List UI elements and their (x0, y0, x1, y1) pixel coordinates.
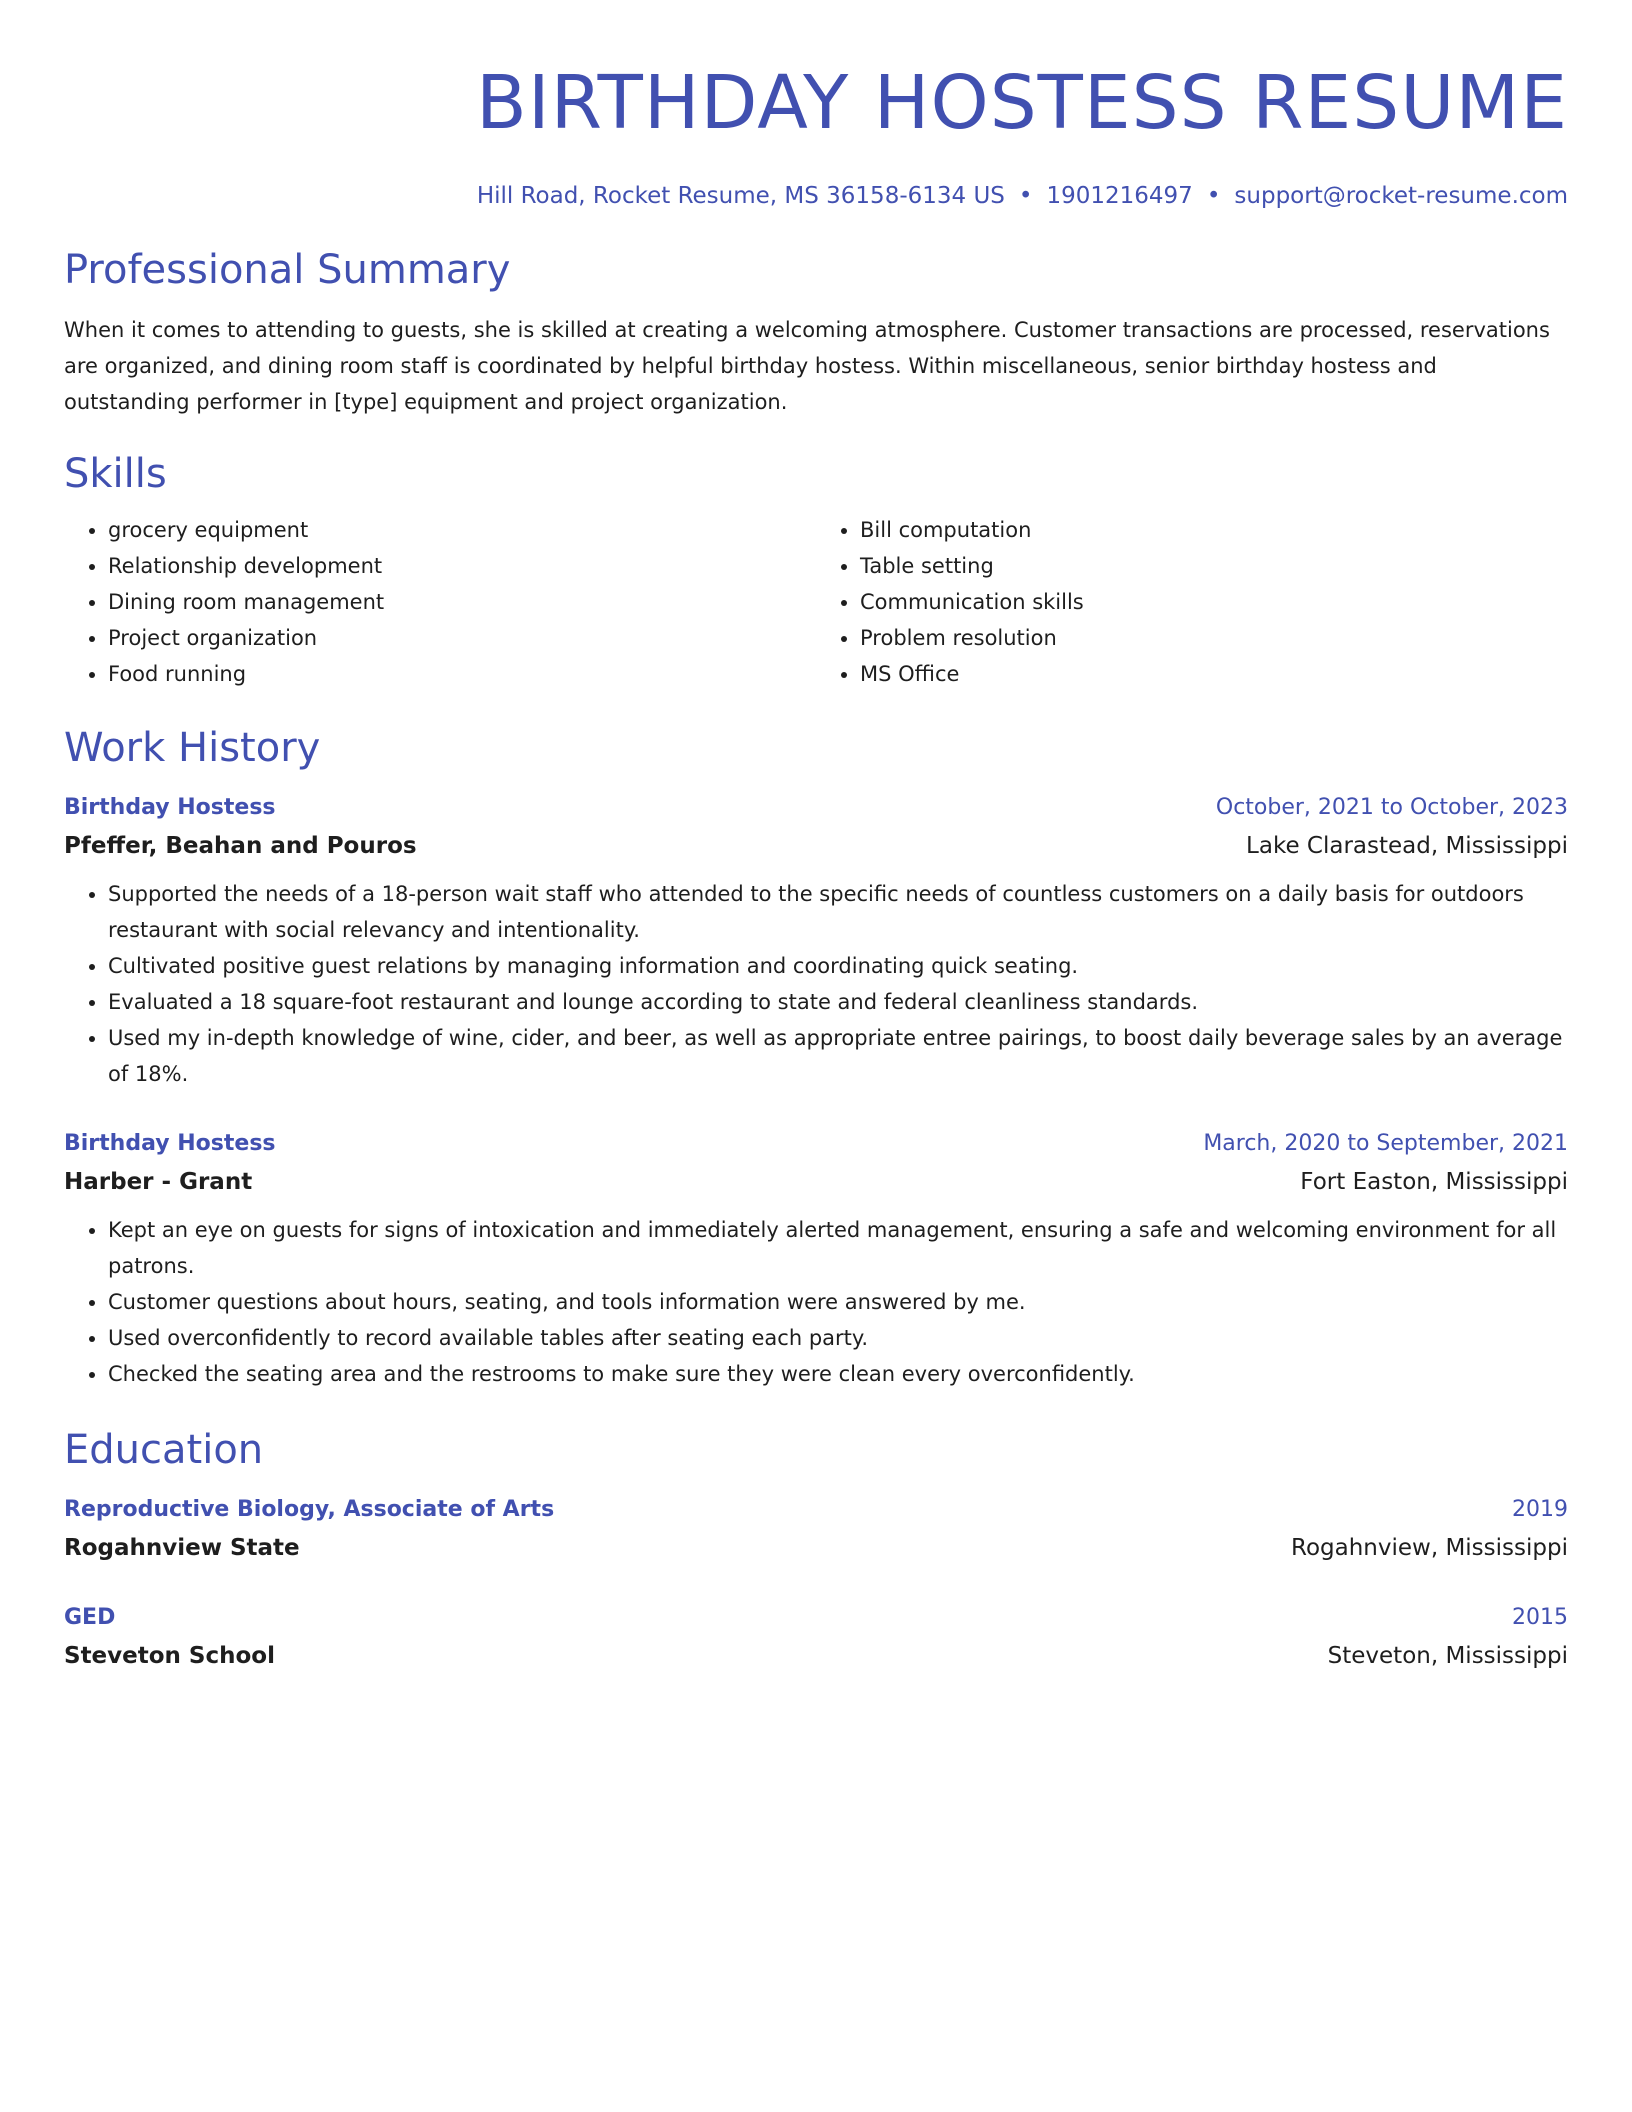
education-school: Steveton School (64, 1643, 275, 1669)
contact-phone: 1901216497 (1046, 183, 1193, 209)
contact-line (64, 178, 1568, 214)
education-school: Rogahnview State (64, 1535, 300, 1561)
job-location: Lake Clarastead, Mississippi (1246, 833, 1568, 859)
section-title-education: Education (64, 1427, 264, 1473)
education-entry (64, 1492, 1568, 1568)
job-title: Birthday Hostess (64, 1131, 276, 1156)
job-employer: Harber - Grant (64, 1169, 253, 1195)
skill-item: • Relationship development (108, 548, 816, 584)
professional-summary-section (64, 242, 1568, 420)
job-employer-row (64, 826, 1568, 866)
section-title-skills: Skills (64, 451, 167, 497)
job-entry (64, 1126, 1568, 1392)
summary-text: When it comes to attending to guests, she is skilled at creating a welcoming atmosphere. Customer transactions are processed, reservations are organized, and dining room staff is coordinated by helpful birthday hostess. Within miscellaneous, senior birthday hostess and outstanding performer in [type] equipment and project organization. (64, 318, 1550, 414)
education-school-row (64, 1636, 1568, 1676)
skill-item: • Table setting (860, 548, 1568, 584)
job-bullet: • Supported the needs of a 18-person wait staff who attended to the specific needs of countless customers on a daily basis for outdoors restaurant with social relevancy and intentionality. (108, 876, 1568, 948)
skill-item: • Dining room management (108, 584, 816, 620)
job-bullets (64, 1212, 1568, 1392)
job-bullet: • Customer questions about hours, seating, and tools information were answered by me. (108, 1284, 1568, 1320)
education-school-row (64, 1528, 1568, 1568)
education-entry (64, 1600, 1568, 1676)
job-bullet: • Evaluated a 18 square-foot restaurant and lounge according to state and federal cleanliness standards. (108, 984, 1568, 1020)
skill-item: • Project organization (108, 620, 816, 656)
skill-item: • Food running (108, 656, 816, 692)
job-bullets (64, 876, 1568, 1092)
education-degree: Reproductive Biology, Associate of Arts (64, 1497, 555, 1522)
skill-item: • grocery equipment (108, 512, 816, 548)
education-degree-row (64, 1492, 1568, 1528)
section-title-work: Work History (64, 725, 321, 771)
education-location: Rogahnview, Mississippi (1291, 1535, 1568, 1561)
resume-header (64, 48, 1568, 214)
education-degree: GED (64, 1605, 116, 1630)
job-title-row (64, 1126, 1568, 1162)
skill-item: • MS Office (860, 656, 1568, 692)
skill-item: • Problem resolution (860, 620, 1568, 656)
education-year: 2019 (1512, 1497, 1568, 1522)
job-bullet: • Used overconfidently to record available tables after seating each party. (108, 1320, 1568, 1356)
skill-item: • Communication skills (860, 584, 1568, 620)
job-employer-row (64, 1162, 1568, 1202)
skills-section (64, 446, 1568, 692)
job-bullet: • Checked the seating area and the restrooms to make sure they were clean every overconfidently. (108, 1356, 1568, 1392)
job-title: Birthday Hostess (64, 795, 276, 820)
contact-separator: • (1018, 183, 1033, 209)
job-employer: Pfeffer, Beahan and Pouros (64, 833, 417, 859)
skills-column-left (64, 512, 816, 692)
education-section (64, 1422, 1568, 1676)
work-history-section (64, 720, 1568, 1392)
job-location: Fort Easton, Mississippi (1300, 1169, 1568, 1195)
contact-separator: • (1206, 183, 1221, 209)
job-bullet: • Cultivated positive guest relations by managing information and coordinating quick seating. (108, 948, 1568, 984)
contact-address: Hill Road, Rocket Resume, MS 36158-6134 US (476, 183, 1005, 209)
education-degree-row (64, 1600, 1568, 1636)
job-bullet: • Used my in-depth knowledge of wine, cider, and beer, as well as appropriate entree pairings, to boost daily beverage sales by an average of 18%. (108, 1020, 1568, 1092)
job-title-row (64, 790, 1568, 826)
skill-item: • Bill computation (860, 512, 1568, 548)
job-entry (64, 790, 1568, 1092)
resume-title: BIRTHDAY HOSTESS RESUME (476, 60, 1568, 146)
job-bullet: • Kept an eye on guests for signs of intoxication and immediately alerted management, ensuring a safe and welcoming environment for all patrons. (108, 1212, 1568, 1284)
section-title-summary: Professional Summary (64, 247, 511, 293)
skills-column-right (816, 512, 1568, 692)
contact-email[interactable]: support@rocket-resume.com (1234, 183, 1568, 209)
job-dates: October, 2021 to October, 2023 (1215, 795, 1568, 820)
education-year: 2015 (1512, 1605, 1568, 1630)
education-location: Steveton, Mississippi (1327, 1643, 1568, 1669)
skills-grid (64, 512, 1568, 692)
job-dates: March, 2020 to September, 2021 (1203, 1131, 1568, 1156)
